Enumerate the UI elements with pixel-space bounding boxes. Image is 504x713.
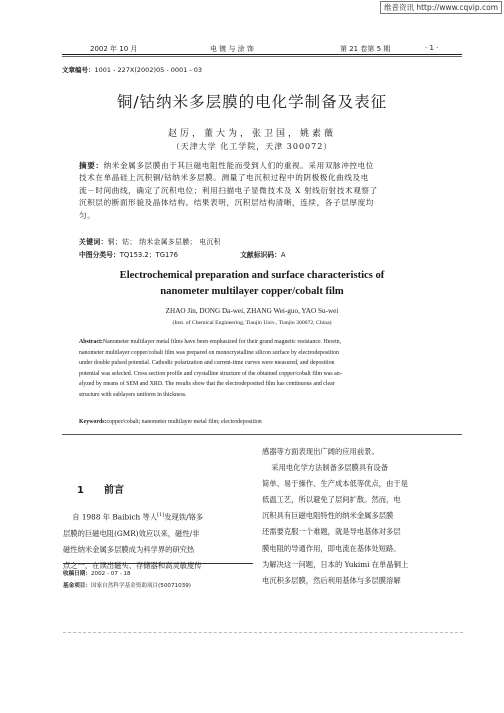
title-en: Electrochemical preparation and surface characteristics of nanometer multilayer copper/cobalt film [119, 270, 385, 297]
section-number: 1 [77, 485, 84, 496]
doc-code: 文献标识码：A [240, 251, 286, 259]
classification-zh: 中图分类号：TQ153.2；TG176 文献标识码：A [79, 251, 286, 259]
header-rule-thin [62, 56, 462, 57]
page-bottom-rule [63, 632, 463, 633]
authors-en: ZHAO Jin, DONG Da-wei, ZHANG Wei-guo, YAO Su-wei [165, 307, 339, 315]
abstract-en: Abstract:Nanometer multilayer metal films have been emphasized for their grand magnetic resistance. Herein, nanometer multilayer copper/cobalt film was prepared on monocrystalline silicon surface by electrodeposition under double pulsed potential. Cathodic polarization and current-time curves were measured, and deposition potential was selected. Cross section profile and crystalline structure of the obtained copper/cobalt film was an- alyzed by means of SEM and XRD. The results show that the electrodeposited film has continuous and clear structure with sublayers uniform in thickness. [79, 339, 342, 398]
header-journal: 电 镀 与 涂 饰 [210, 45, 254, 53]
title-zh: 铜/钴纳米多层膜的电化学制备及表征 [116, 93, 388, 111]
received-date: 收稿日期：2002 - 07 - 18 [63, 571, 131, 577]
footnote-rule [63, 563, 253, 564]
fund-project: 基金项目：国家自然科学基金资助项目(50071039) [63, 583, 191, 589]
section-title: 前言 [103, 485, 124, 496]
abstract-zh-line: 技术在单晶硅上沉积铜/钴纳米多层膜。测量了电沉积过程中的阴极极化曲线及电 [79, 173, 369, 183]
header-page: · 1 · [425, 44, 439, 52]
source-stamp: 维普资讯 http://www.cqvip.com [380, 1, 502, 14]
keywords-zh: 关键词：铜；钴； 纳米金属多层膜； 电沉积 [79, 238, 221, 246]
header-date: 2002 年 10 月 [90, 45, 138, 53]
header-rule [62, 54, 462, 55]
abstract-en-label: Abstract: [79, 339, 103, 345]
body-right-column: 感器等方面表现出广阔的应用前景。 采用电化学方法制备多层膜具有设备 简单、易于操作、生产成本低等优点，由于是 低温工艺，所以避免了层间扩散。然而，电 沉积具有巨磁电阻特性的纳米金属多层膜 还需要克服一个难题，就是导电基体对多层 膜电阻的导通作用，即电流在基体处短路。 为解决这一问题，日本的 Yukimi 在单晶铜上 电沉积多层膜，然后利用基体与多层膜溶解 [262, 447, 409, 585]
abstract-zh-line: 纳米金属多层膜由于其巨磁电阻性能而受到人们的重视。采用双脉冲控电位 [103, 161, 374, 170]
section-divider [62, 434, 462, 435]
abstract-zh-line: 匀。 [79, 210, 96, 220]
affiliation-zh: （天津大学 化工学院，天津 300072） [171, 142, 333, 151]
abstract-zh-line: 沉积层的断面形貌及晶体结构。结果表明，沉积层结构清晰，连续，各子层厚度均 [79, 198, 374, 208]
section-heading [77, 481, 124, 496]
keywords-en: Keywords:copper/cobalt; nanometer multilayer metal film; electrodeposition [79, 419, 262, 425]
header-volume: 第 21 卷第 5 期 [340, 45, 391, 53]
abstract-zh [79, 160, 439, 222]
authors-zh: 赵厉，董大为，张卫国，姚素薇 [167, 129, 336, 139]
article-number: 文章编号：1001 - 227X(2002)05 - 0001 - 03 [62, 66, 203, 74]
abstract-zh-label: 摘要： [79, 161, 104, 170]
citation-ref: [1] [157, 512, 165, 518]
abstract-zh-line: 流－时间曲线，确定了沉积电位；利用扫描电子显微技术及 X 射线衍射技术观察了 [79, 185, 378, 195]
affiliation-en: (Inst. of Chemical Engineering, Tianjin Univ., Tianjin 300072, China) [172, 320, 332, 326]
body-left-column: 自 1988 年 Baibich 等人[1]发现铁/铬多 层膜的巨磁电阻(GMR)效应以来，磁性/非 磁性纳米金属多层膜成为科学界的研究热 点之一，在读出磁头、存储器和高灵敏度传 [63, 512, 204, 570]
